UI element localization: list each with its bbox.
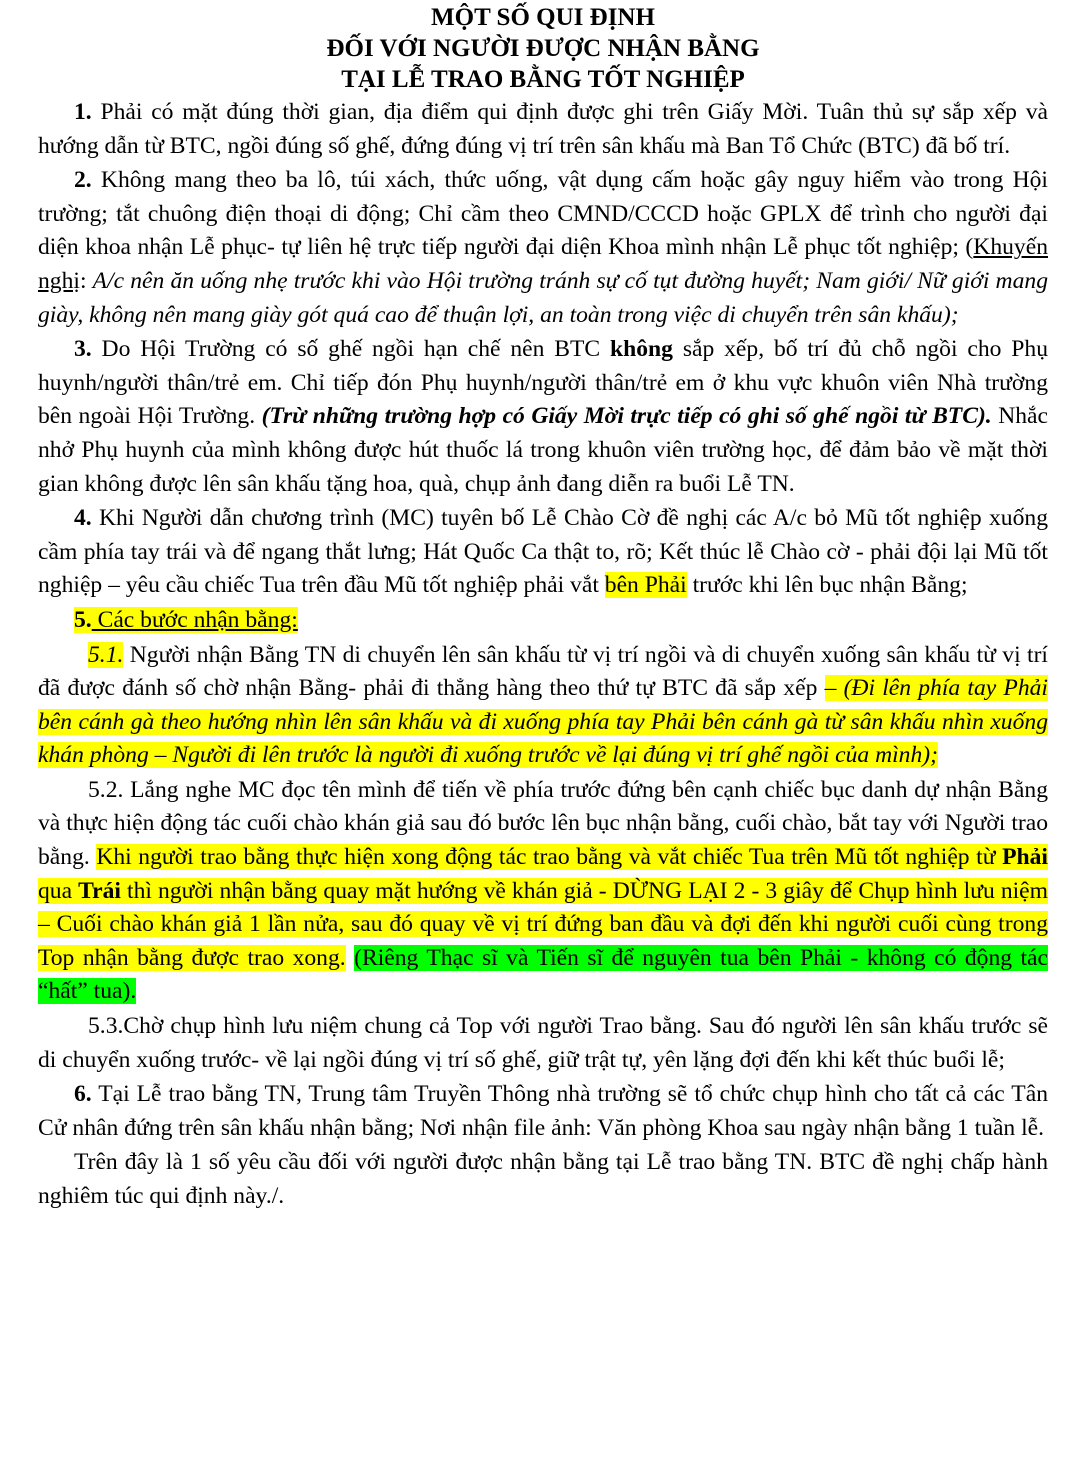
recommendation-label: Khuyến nghị [38,234,1048,294]
rule-3 [38,333,1048,501]
step-5-2-number: 5.2. [88,776,124,803]
rule-3-text-a: Do Hội Trường có số ghế ngồi hạn chế nên BTC [91,336,611,363]
recommendation-colon: : [79,267,93,294]
step-5-1-highlight: – (Đi lên phía tay Phải bên cánh gà theo hướng nhìn lên sân khấu và đi xuống phía tay Phải bên cánh gà từ sân khấu nhìn xuống khán phòng – Người đi lên trước là người đi xuống trước về lại đúng vị trí ghế ngồi của mình); [38,675,1048,769]
step-5-3 [38,1010,1048,1077]
rule-2-text: Không mang theo ba lô, túi xách, thức uống, vật dụng cấm hoặc gây nguy hiểm vào trong Hội trường; tắt chuông điện thoại di động; Chỉ cầm theo CMND/CCCD hoặc GPLX để trình cho người đại diện khoa nhận Lễ phục- tự liên hệ trực tiếp người đại diện Khoa mình nhận Lễ phục tốt nghiệp; ( [38,167,1048,261]
rule-3-exception-note: (Trừ những trường hợp có Giấy Mời trực tiếp có ghi số ghế ngồi từ BTC). [261,403,992,430]
rule-3-number: 3. [74,336,92,363]
rule-2-number: 2. [74,167,92,194]
rule-1 [38,96,1048,163]
step-5-2-bold-phai: Phải [1002,844,1048,871]
rule-3-text-c: Nhắc nhở Phụ huynh của mình không được hút thuốc lá trong khuôn viên trường học, để đảm bảo về mặt thời gian không được lên sân khấu tặng hoa, quà, chụp ảnh đang diễn ra buổi Lễ TN. [38,403,1048,497]
title-line-1: MỘT SỐ QUI ĐỊNH [431,4,655,31]
rule-4-number: 4. [74,505,92,532]
step-5-2-green-note: (Riêng Thạc sĩ và Tiến sĩ để nguyên tua bên Phải - không có động tác “hất” tua). [38,944,1048,1005]
rule-6-number: 6. [74,1081,92,1108]
step-5-2 [38,774,1048,1009]
step-5-2-highlight-a: Khi người trao bằng thực hiện xong động tác trao bằng và vắt chiếc Tua trên Mũ tốt nghiệp từ [96,844,1003,871]
rule-4-text: Khi Người dẫn chương trình (MC) tuyên bố Lễ Chào Cờ đề nghị các A/c bỏ Mũ tốt nghiệp xuống cầm phía tay trái và để ngang thắt lưng; Hát Quốc Ca thật to, rõ; Kết thúc lễ Chào cờ - phải đội lại Mũ tốt nghiệp – yêu cầu chiếc Tua trên đầu Mũ tốt nghiệp phải vắt [38,505,1048,599]
rule-4-highlight: bên Phải [604,572,687,599]
document-title [38,2,1048,95]
step-5-3-number: 5.3. [88,1013,124,1040]
rule-5-label: Các bước nhận bằng: [91,606,298,633]
rule-5-heading-highlight [74,607,298,633]
rule-5-heading [38,604,1048,638]
step-5-2-highlight-b: qua [38,877,79,904]
step-5-1-number: 5.1. [88,641,124,668]
rule-3-bold-word: không [610,336,673,363]
step-5-3-text: Chờ chụp hình lưu niệm chung cả Top với người Trao bằng. Sau đó người lên sân khấu trước sẽ di chuyển xuống trước- về lại ngồi đúng vị trí số ghế, giữ trật tự, yên lặng đợi đến khi kết thúc buổi lễ; [38,1013,1048,1073]
rule-1-number: 1. [74,99,92,125]
closing-paragraph: Trên đây là 1 số yêu cầu đối với người được nhận bằng tại Lễ trao bằng TN. BTC đề nghị chấp hành nghiêm túc qui định này./. [38,1149,1048,1209]
rule-6 [38,1078,1048,1145]
step-5-2-space [346,945,354,971]
step-5-2-highlight-c: thì người nhận bằng quay mặt hướng về khán giả - DỪNG LẠI 2 - 3 giây để Chụp hình lưu niệm – Cuối chào khán giả 1 lần nửa, sau đó quay về vị trí đứng ban đầu và đợi đến khi người cuối cùng trong Top nhận bằng được trao xong. [38,877,1048,971]
step-5-2-text: Lắng nghe MC đọc tên mình để tiến về phía trước đứng bên cạnh chiếc bục danh dự nhận Bằng và thực hiện động tác cuối chào khán giả sau đó bước lên bục nhận bằng, cuối chào, bắt tay với Người trao bằng. [38,776,1048,871]
rule-2 [38,164,1048,332]
step-5-1 [38,639,1048,773]
rule-3-text-b: sắp xếp, bố trí đủ chỗ ngồi cho Phụ huynh/người thân/trẻ em. Chỉ tiếp đón Phụ huynh/người thân/trẻ em ở khu vực khuôn viên Nhà trường bên ngoài Hội Trường. [38,336,1048,430]
rule-4-text-end: trước khi lên bục nhận Bằng; [686,572,968,599]
recommendation-text: A/c nên ăn uống nhẹ trước khi vào Hội trường tránh sự cố tụt đường huyết; Nam giới/ Nữ giới mang giày, không nên mang giày gót quá cao để thuận lợi, an toàn trong việc di chuyển trên sân khấu); [38,267,1048,328]
rule-4 [38,502,1048,603]
rule-5-number: 5. [74,606,92,633]
title-line-2: ĐỐI VỚI NGƯỜI ĐƯỢC NHẬN BẰNG [326,35,760,62]
rule-1-text: Phải có mặt đúng thời gian, địa điểm qui định được ghi trên Giấy Mời. Tuân thủ sự sắp xếp và hướng dẫn từ BTC, ngồi đúng số ghế, đứng đúng vị trí trên sân khấu mà Ban Tổ Chức (BTC) đã bố trí. [38,99,1048,159]
title-line-3: TẠI LỄ TRAO BẰNG TỐT NGHIỆP [341,66,745,93]
step-5-1-text: Người nhận Bằng TN di chuyển lên sân khấu từ vị trí ngồi và di chuyển xuống sân khấu từ vị trí đã được đánh số chờ nhận Bằng- phải đi thẳng hàng theo thứ tự BTC đã sắp xếp [38,641,1048,702]
rule-6-text: Tại Lễ trao bằng TN, Trung tâm Truyền Thông nhà trường sẽ tổ chức chụp hình cho tất cả các Tân Cử nhân đứng trên sân khấu nhận bằng; Nơi nhận file ảnh: Văn phòng Khoa sau ngày nhận bằng 1 tuần lễ. [38,1081,1048,1141]
step-5-2-bold-trai: Trái [78,877,121,904]
